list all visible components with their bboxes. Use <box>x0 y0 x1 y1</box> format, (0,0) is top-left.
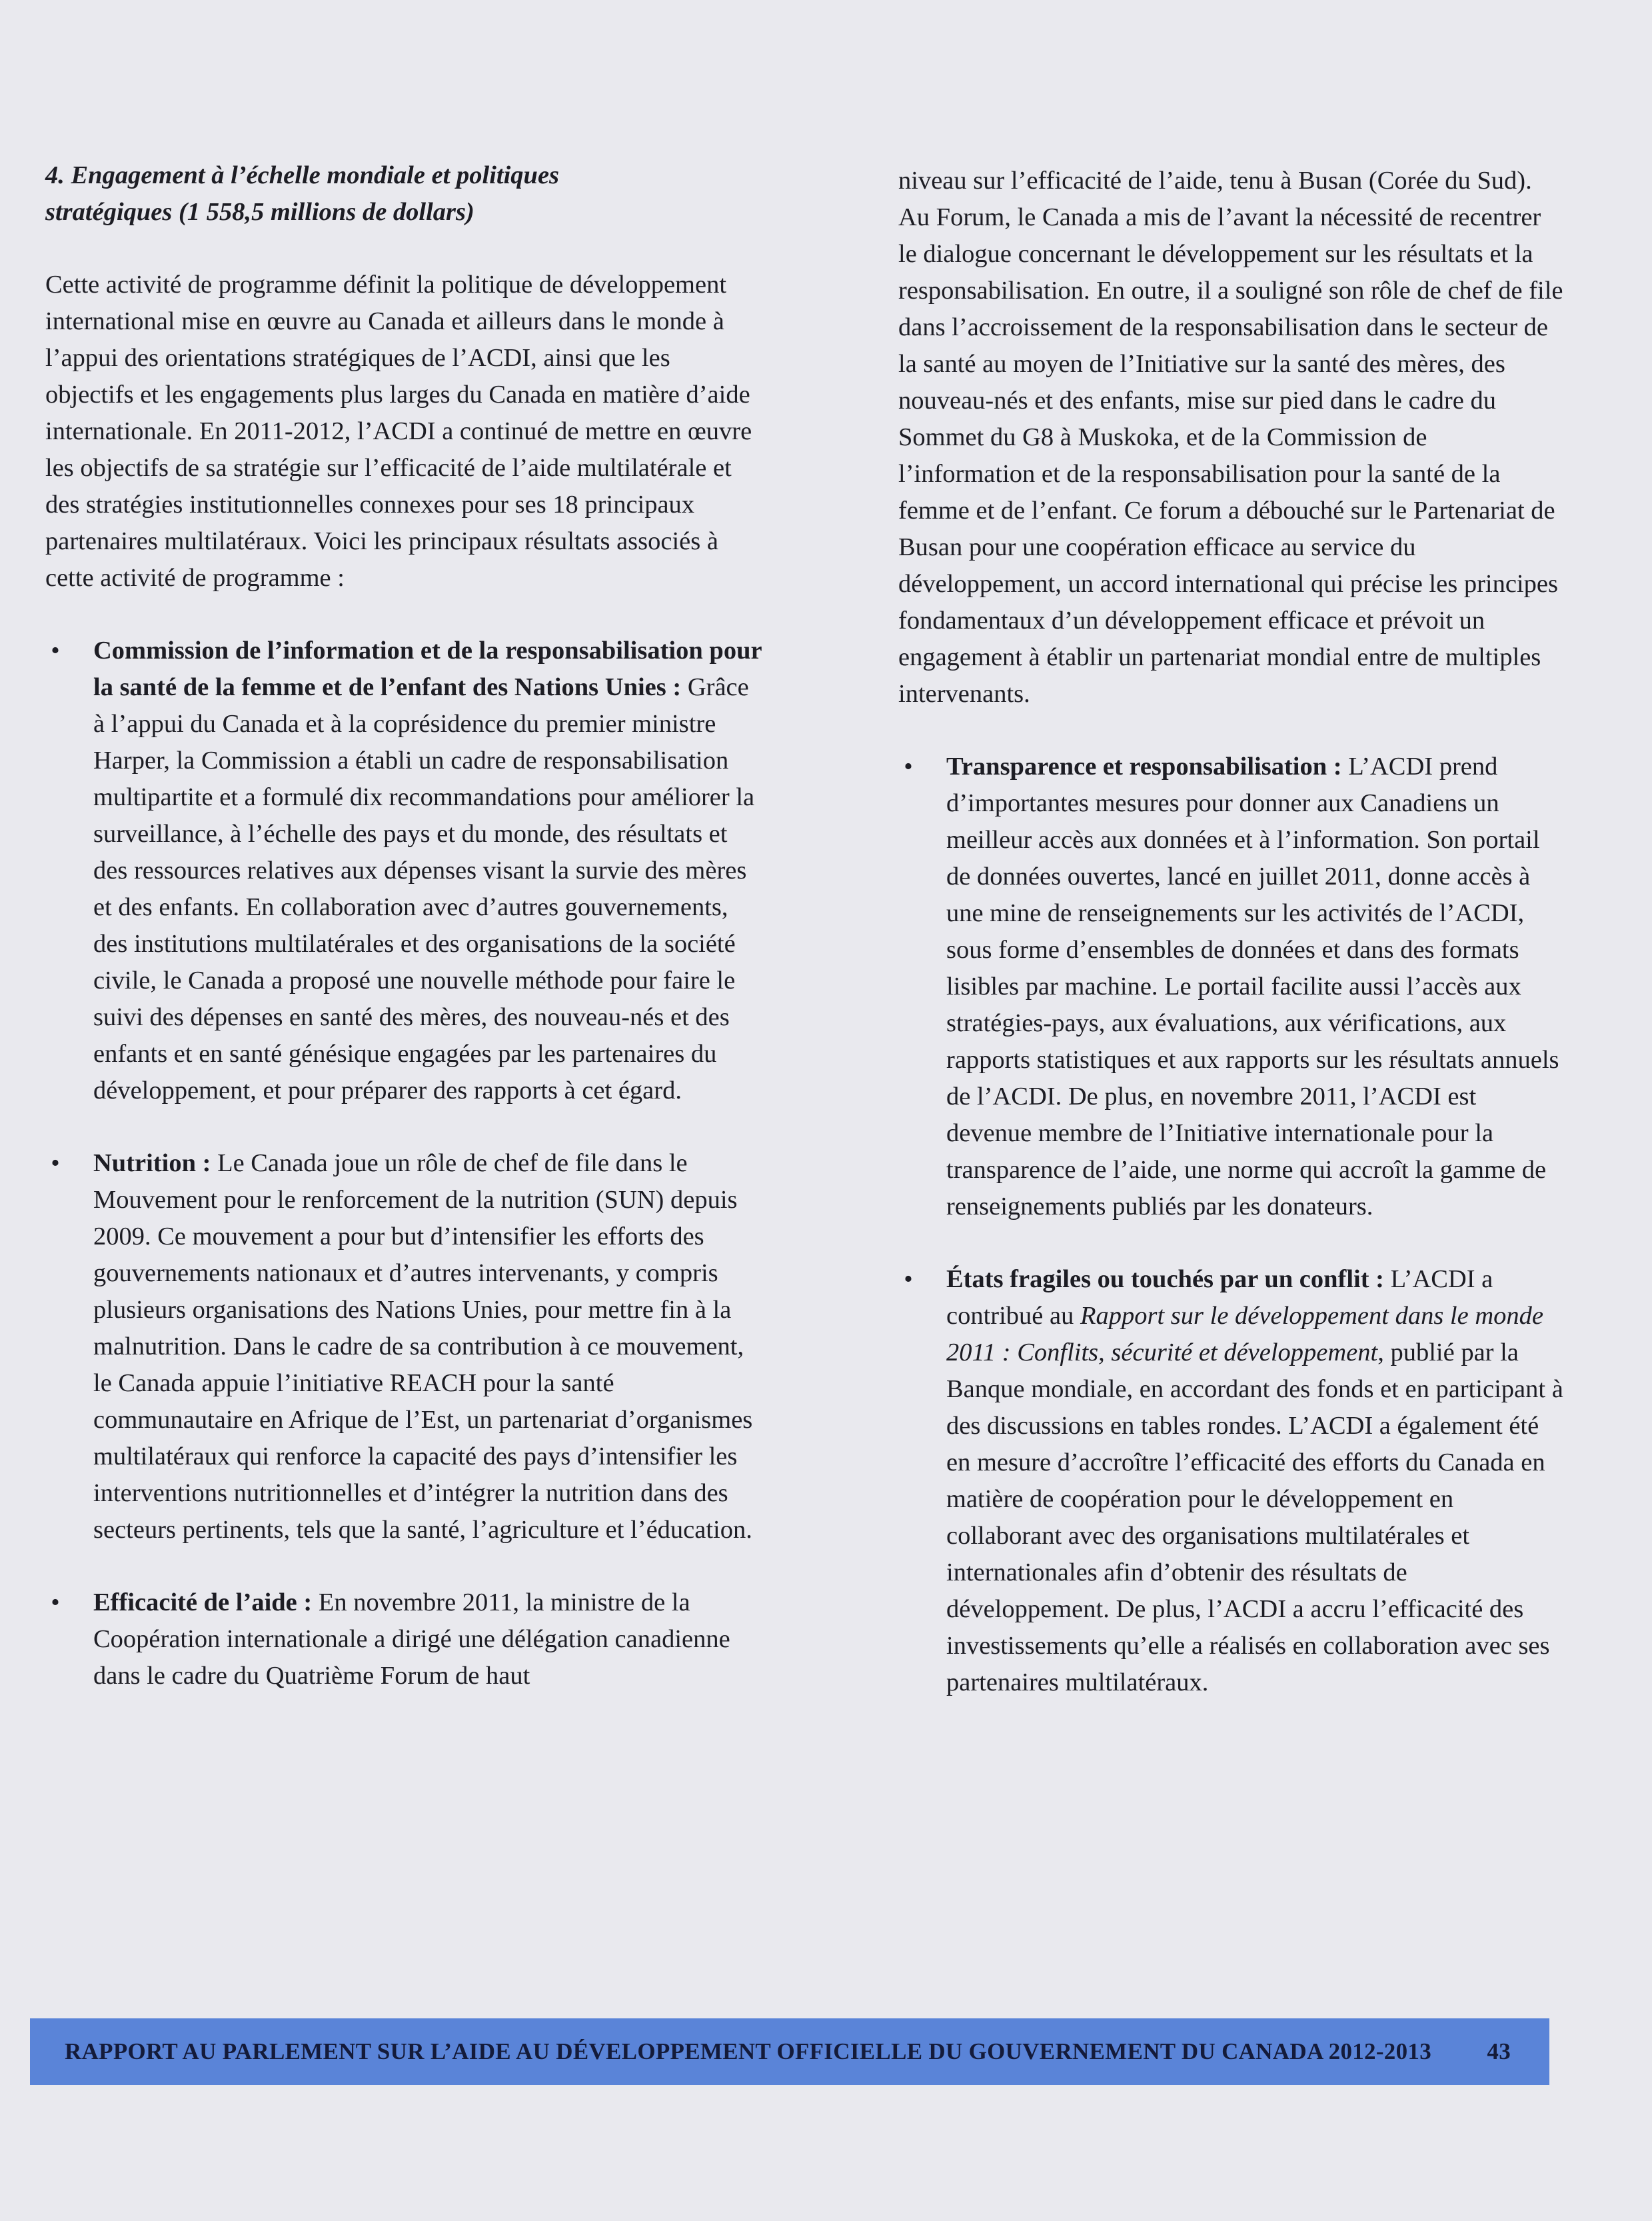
bullet-icon: • <box>51 1588 60 1616</box>
footer-band <box>30 2018 1549 2085</box>
item-heading: États fragiles ou touchés par un conflit : <box>946 1265 1385 1293</box>
item-text: L’ACDI prend d’importantes mesures pour donner aux Canadiens un meilleur accès aux données et à l’information. Son portail de données ouvertes, lancé en juillet 2011, donne accès à une mine de renseignements sur les activités de l’ACDI, sous forme d’ensembles de données et dans des formats lisibles par machine. Le portail facilite aussi l’accès aux stratégies-pays, aux évaluations, aux vérifications, aux rapports statistiques et aux rapports sur les résultats annuels de l’ACDI. De plus, en novembre 2011, l’ACDI est devenue membre de l’Initiative internationale pour la transparence de l’aide, une norme qui accroît la gamme de renseignements publiés par les donateurs. <box>946 753 1559 1220</box>
list-item-continuation <box>898 163 1565 713</box>
footer-title: RAPPORT AU PARLEMENT SUR L’AIDE AU DÉVELOPPEMENT OFFICIELLE DU GOUVERNEMENT DU CANADA 2012-2013 <box>65 2038 1431 2064</box>
item-text: , publié par la Banque mondiale, en accordant des fonds et en participant à des discussions en tables rondes. L’ACDI a également été en mesure d’accroître l’efficacité des efforts du Canada en matière de coopération pour le développement en collaborant avec des organisations multilatérales et internationales afin d’obtenir des résultats de développement. De plus, l’ACDI a accru l’efficacité des investissements qu’elle a réalisés en collaboration avec ses partenaires multilatéraux. <box>946 1338 1563 1696</box>
left-column <box>45 157 762 1730</box>
bullet-icon: • <box>51 1149 60 1177</box>
list-item <box>898 749 1565 1225</box>
page-number: 43 <box>1487 2038 1511 2064</box>
right-column <box>898 163 1565 1737</box>
item-text: En novembre 2011, la ministre de la Coopération internationale a dirigé une délégation canadienne dans le cadre du Quatrième Forum de haut <box>93 1588 730 1690</box>
results-list <box>45 633 762 1694</box>
item-text: Le Canada joue un rôle de chef de file dans le Mouvement pour le renforcement de la nutrition (SUN) depuis 2009. Ce mouvement a pour but d’intensifier les efforts des gouvernements nationaux et d’autres intervenants, y compris plusieurs organisations des Nations Unies, pour mettre fin à la malnutrition. Dans le cadre de sa contribution à ce mouvement, le Canada appuie l’initiative REACH pour la santé communautaire en Afrique de l’Est, un partenariat d’organismes multilatéraux qui renforce la capacité des pays d’intensifier les interventions nutritionnelles et d’intégrer la nutrition dans des secteurs pertinents, tels que la santé, l’agriculture et l’éducation. <box>93 1149 753 1544</box>
item-text: Grâce à l’appui du Canada et à la coprésidence du premier ministre Harper, la Commission a établi un cadre de responsabilisation multipartite et a formulé dix recommandations pour améliorer la surveillance, à l’échelle des pays et du monde, des résultats et des ressources relatives aux dépenses visant la survie des mères et des enfants. En collaboration avec d’autres gouvernements, des institutions multilatérales et des organisations de la société civile, le Canada a proposé une nouvelle méthode pour faire le suivi des dépenses en santé des mères, des nouveau-nés et des enfants et en santé génésique engagées par les partenaires du développement, et pour préparer des rapports à cet égard. <box>93 673 755 1105</box>
item-heading: Nutrition : <box>93 1149 211 1177</box>
item-heading: Transparence et responsabilisation : <box>946 753 1342 781</box>
bullet-icon: • <box>51 637 60 665</box>
item-heading: Commission de l’information et de la responsabilisation pour la santé de la femme et de l’enfant des Nations Unies : <box>93 637 762 701</box>
section-title-line-2: stratégiques (1 558,5 millions de dollars) <box>45 198 474 226</box>
bullet-icon: • <box>904 753 913 781</box>
section-title <box>45 157 762 231</box>
item-text: niveau sur l’efficacité de l’aide, tenu à Busan (Corée du Sud). Au Forum, le Canada a mis de l’avant la nécessité de recentrer le dialogue concernant le développement sur les résultats et la responsabilisation. En outre, il a souligné son rôle de chef de file dans l’accroissement de la responsabilisation dans le secteur de la santé au moyen de l’Initiative sur la santé des mères, des nouveau-nés et des enfants, mise sur pied dans le cadre du Sommet du G8 à Muskoka, et de la Commission de l’information et de la responsabilisation pour la santé de la femme et de l’enfant. Ce forum a débouché sur le Partenariat de Busan pour une coopération efficace au service du développement, un accord international qui précise les principes fondamentaux d’un développement efficace et prévoit un engagement à établir un partenariat mondial entre de multiples intervenants. <box>898 167 1563 708</box>
list-item <box>898 1261 1565 1701</box>
intro-paragraph: Cette activité de programme définit la politique de développement international mise en œuvre au Canada et ailleurs dans le monde à l’appui des orientations stratégiques de l’ACDI, ainsi que les objectifs et les engagements plus larges du Canada en matière d’aide internationale. En 2011-2012, l’ACDI a continué de mettre en œuvre les objectifs de sa stratégie sur l’efficacité de l’aide multilatérale et des stratégies institutionnelles connexes pour ses 18 principaux partenaires multilatéraux. Voici les principaux résultats associés à cette activité de programme : <box>45 271 752 592</box>
bullet-icon: • <box>904 1265 913 1293</box>
report-title: Rapport sur le développement dans le monde 2011 : Conflits, sécurité et développement <box>946 1302 1543 1366</box>
list-item <box>45 633 762 1109</box>
item-heading: Efficacité de l’aide : <box>93 1588 313 1616</box>
item-text: L’ACDI a contribué au <box>946 1265 1493 1330</box>
list-item <box>45 1145 762 1548</box>
section-title-line-1: 4. Engagement à l’échelle mondiale et politiques <box>45 161 560 189</box>
list-item <box>45 1584 762 1694</box>
results-list-continued <box>898 163 1565 1701</box>
